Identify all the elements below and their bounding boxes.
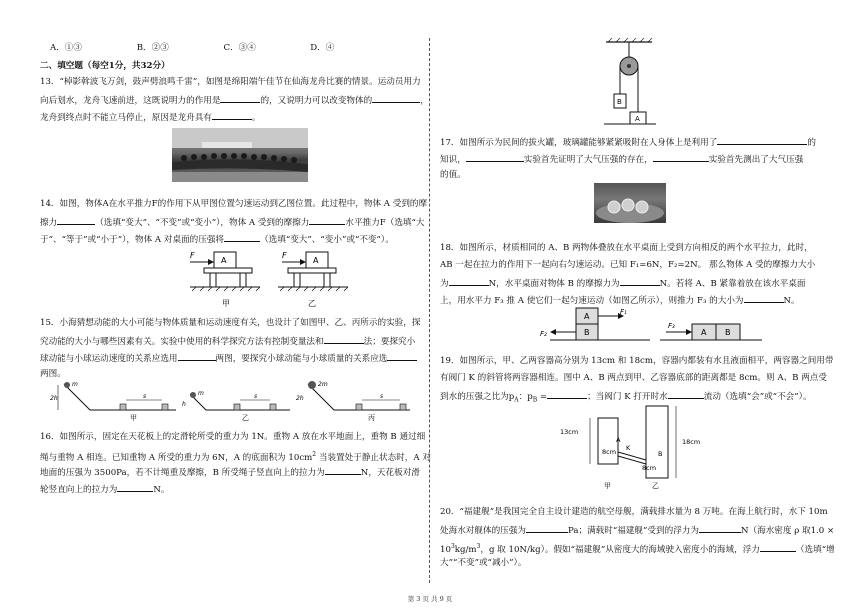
q15-blank-3[interactable] (387, 352, 417, 361)
q20-line4: 大”“不变”或“减小”）。 (440, 558, 527, 568)
page-footer: 第 3 页 共 9 页 (407, 595, 453, 603)
q14-line2 (40, 216, 425, 229)
q16-superscript: 2 (312, 451, 317, 458)
option-c: C．③④ (223, 43, 256, 53)
label-a2: A (313, 256, 319, 265)
q13-text: 。 (251, 113, 261, 123)
label-b: B (658, 450, 663, 458)
q16-text: N。 (153, 485, 170, 495)
container-jia (598, 418, 618, 464)
q14-line3 (40, 233, 394, 246)
q13-line3 (40, 111, 261, 124)
arrow-head (208, 259, 214, 265)
q19-blank-1[interactable] (547, 390, 587, 399)
q15-blank-1[interactable] (324, 335, 364, 344)
q13-blank-2[interactable] (372, 94, 420, 103)
wood-block (270, 404, 276, 410)
table-leg (294, 273, 300, 287)
label-2h: 2h (50, 395, 58, 402)
label-a: A (616, 436, 621, 444)
q18-blank-1[interactable] (449, 277, 489, 286)
label-a: A (584, 312, 590, 321)
caption-jia: 甲 (604, 482, 611, 490)
label-s: s (380, 393, 384, 400)
label-a-2: A (701, 328, 707, 337)
wood-block (162, 404, 168, 410)
label-a1: A (221, 256, 227, 265)
q20-line3 (440, 541, 835, 556)
q19-blank-2[interactable] (668, 390, 704, 399)
q20-line1: 20．“福建舰”是我国完全自主设计建造的航空母舰，满载排水量为 8 万吨。在海上航行时，水下 10m (440, 507, 828, 517)
q18-line3 (440, 277, 805, 290)
q15-line2 (40, 335, 415, 348)
connecting-pipe (618, 456, 646, 464)
label-f3: F₃ (668, 322, 675, 330)
q15-line3 (40, 352, 417, 365)
label-2m: 2m (318, 381, 328, 388)
q16-blank-2[interactable] (117, 483, 153, 492)
label-f2: F (282, 251, 287, 260)
q17-line3: 的值。 (440, 170, 466, 180)
column-divider (429, 38, 430, 583)
q20-blank-3[interactable] (760, 543, 796, 552)
caption-yi: 乙 (242, 414, 249, 422)
q14-blank-2[interactable] (309, 216, 345, 225)
q16-line1: 16．如图所示，固定在天花板上的定滑轮所受的重力为 1N。重物 A 放在水平地面上，重物 B 通过细 (40, 432, 426, 442)
q20-text: ，g 取 10N/kg）。假如“福建舰”从密度大的海域驶入密度小的海域，浮力 (480, 544, 760, 555)
cupping-photo (594, 183, 666, 223)
q13-line1: 13．“棹影斡波飞万剑，鼓声劈浪鸣千雷”，如图是绵阳端午佳节在仙海龙舟比赛的情景。运动员用力 (40, 77, 421, 87)
q14-text: 于”、“等于”或“小于”），物体 A 对桌面的压强将 (40, 235, 225, 245)
q17-text: 的 (807, 138, 816, 148)
q19-line2: 有阀门 K 的斜管将两容器相连。图中 A、B 两点到甲、乙容器底部的距离都是 8cm。则 A、B 两点受 (440, 373, 827, 383)
q18-text: N，水平桌面对物体 B 的摩擦力为 (488, 279, 620, 289)
q20-text: Pa；满载时“福建舰”受到的浮力为 (567, 526, 699, 536)
q13-text: 的，又说明力可以改变物体的 (260, 96, 373, 106)
label-b: B (617, 98, 622, 106)
option-a: A．①③ (50, 43, 82, 53)
q15-blank-2[interactable] (178, 352, 216, 361)
q13-blank-1[interactable] (220, 94, 260, 103)
label-s: s (254, 393, 258, 400)
label-k: K (626, 444, 631, 452)
arrow-head (550, 329, 556, 335)
label-18cm: 18cm (682, 438, 701, 446)
label-m: m (72, 381, 78, 388)
q14-text: （选填“变大”、“不变”或“变小”），物体 A 受到的摩擦力 (95, 218, 310, 228)
ball-m (190, 392, 196, 398)
q16-text: N，天花板对滑 (360, 468, 420, 478)
q20-line2 (440, 524, 834, 537)
q20-text: 处海水对舰体的压强为 (440, 526, 526, 536)
q16-text: 当装置处于静止状态时，A 对 (316, 452, 431, 463)
q20-text: 10 (440, 544, 451, 555)
q14-blank-3[interactable] (224, 233, 260, 242)
q18-blank-3[interactable] (744, 294, 784, 303)
dragon-boat-photo (172, 128, 308, 182)
table-top-1 (204, 268, 252, 273)
q20-superscript: 3 (450, 543, 455, 550)
label-8cm-b: 8cm (642, 464, 657, 472)
label-2h: 2h (296, 395, 304, 402)
q19-text: 到水的压强之比为 (440, 392, 509, 402)
q17-text: 实验首先证明了大气压强的存在， (523, 155, 653, 165)
q18-line1: 18．如图所示，材质相同的 A、B 两物体叠放在水平桌面上受到方向相反的两个水平拉力，此时， (440, 243, 813, 253)
q14-figure (160, 246, 360, 310)
section-title: 二、填空题（每空1分，共32分） (40, 61, 170, 71)
q17-text: 17．如图所示为民间的拔火罐，玻璃罐能够紧紧吸附在人身体上是利用了 (440, 138, 718, 148)
caption-jia: 甲 (130, 414, 137, 422)
arrow-head (300, 259, 306, 265)
cupping-drawing (594, 183, 666, 223)
q14-text: 水平推力F（选填“大 (345, 218, 425, 228)
q14-text: 擦力 (40, 218, 58, 228)
q15-text: 法；要探究小 (363, 337, 416, 347)
q17-blank-1[interactable] (717, 136, 807, 145)
q17-text: 知识， (440, 155, 466, 165)
q19-text: p (508, 392, 515, 402)
table-leg (324, 273, 330, 287)
q17-line1 (440, 136, 816, 149)
q16-line4 (40, 483, 169, 496)
q20-text: kg/m (454, 544, 477, 555)
q19-text: 流动（选填“会”或“不会”）。 (703, 392, 812, 402)
q20-text: （选填“增 (795, 544, 835, 555)
wood-block (234, 404, 240, 410)
q20-text: N（海水密度 ρ 取1.0 × (740, 526, 835, 536)
label-b-2: B (725, 328, 731, 337)
dragon-boat-drawing (172, 128, 308, 182)
q18-text: 上，用水平力 F₃ 推 A 使它们一起匀速运动（如图乙所示），则推力 F₃ 的大小为 (440, 296, 744, 306)
q15-line4: 两图。 (40, 369, 66, 379)
q15-text: 究动能的大小与哪些因素有关。实验中使用的科学探究方法有控制变量法和 (40, 337, 324, 347)
arrow-head (686, 329, 692, 335)
q18-text: N。若将 A、B 紧靠着放在该水平桌面 (659, 279, 806, 289)
q19-subscript: A (514, 396, 519, 404)
caption-yi: 乙 (308, 299, 316, 308)
ball-2m (308, 381, 316, 389)
label-8cm-a: 8cm (602, 448, 617, 456)
q20-superscript: 3 (476, 543, 481, 550)
options-row (50, 43, 334, 54)
q19-figure (560, 404, 720, 490)
label-f1: F (190, 251, 195, 260)
label-m: m (198, 390, 204, 397)
label-s: s (143, 393, 147, 400)
q18-line2: AB 一起在拉力的作用下一起向右匀速运动。已知 F₁=6N，F₂=2N。 那么物体 A 受的摩擦力大小 (440, 260, 816, 270)
q19-text: = (537, 392, 548, 402)
q15-figure (50, 378, 410, 422)
q19-line1: 19．如图所示，甲、乙两容器高分别为 13cm 和 18cm，容器内都装有水且液面相平，两容器之间用带 (440, 356, 834, 366)
q13-text: 向后划水，龙舟飞速前进，这既说明力的作用是 (40, 96, 221, 106)
q17-line2 (440, 153, 803, 166)
q18-text: 为 (440, 279, 449, 289)
table-leg (240, 273, 246, 287)
q20-blank-1[interactable] (526, 524, 568, 533)
option-b: B．②③ (136, 43, 169, 53)
connecting-pipe (618, 452, 646, 460)
pulley-figure (600, 38, 660, 128)
q14-text: （选填“变大”、“变小”或“不变”）。 (260, 235, 394, 245)
q19-text: ：p (518, 392, 533, 402)
caption-bing: 丙 (368, 414, 375, 422)
q16-text: 地面的压强为 3500Pa，若不计绳重及摩擦，B 所受绳子竖直向上的拉力为 (40, 468, 325, 478)
label-13cm: 13cm (560, 428, 579, 436)
label-a: A (635, 115, 640, 123)
q13-blank-3[interactable] (212, 111, 252, 120)
wood-block (400, 404, 406, 410)
q15-text: 球动能与小球运动速度的关系应选用 (40, 354, 178, 364)
q18-blank-2[interactable] (620, 277, 660, 286)
ball-m (64, 382, 70, 388)
q18-figure (540, 306, 770, 346)
q14-blank-1[interactable] (57, 216, 95, 225)
q19-text: ；当阀门 K 打开时水 (587, 392, 668, 402)
q13-line2 (40, 94, 429, 107)
caption-yi: 乙 (652, 482, 659, 490)
caption-jia: 甲 (222, 299, 230, 308)
q17-blank-2[interactable] (466, 153, 524, 162)
q15-text: 两图，要探究小球动能与小球质量的关系应选 (215, 354, 388, 364)
q18-text: N。 (783, 296, 800, 306)
q13-text: ， (420, 96, 429, 106)
q20-blank-2[interactable] (699, 524, 741, 533)
q16-blank-1[interactable] (325, 466, 361, 475)
q15-line1: 15．小海猜想动能的大小可能与物体质量和运动速度有关，也设计了如图甲、乙、丙所示的实验，探 (40, 318, 421, 328)
pulley-axle (627, 64, 631, 68)
q13-text: 龙舟到终点时不能立马停止，原因是龙舟具有 (40, 113, 212, 123)
table-leg (210, 273, 216, 287)
q16-text: 轮竖直向上的拉力为 (40, 485, 118, 495)
wood-block (120, 404, 126, 410)
label-h: h (182, 401, 186, 408)
q16-line2 (40, 449, 431, 464)
label-b: B (584, 328, 590, 337)
q19-subscript: B (532, 396, 538, 404)
label-f1: F₁ (620, 308, 627, 316)
q16-text: 绳与重物 A 相连。已知重物 A 所受的重力为 6N，A 的底面积为 10cm (40, 452, 313, 463)
q16-line3 (40, 466, 420, 479)
wood-block (356, 404, 362, 410)
q17-blank-3[interactable] (653, 153, 709, 162)
q14-line1: 14．如图，物体A在水平推力F的作用下从甲图位置匀速运动到乙图位置。此过程中，物体 A 受到的摩 (40, 199, 428, 209)
q17-text: 实验首先测出了大气压强 (708, 155, 804, 165)
label-f2: F₂ (540, 330, 547, 338)
table-top-2 (288, 268, 336, 273)
option-d: D．④ (310, 43, 335, 53)
